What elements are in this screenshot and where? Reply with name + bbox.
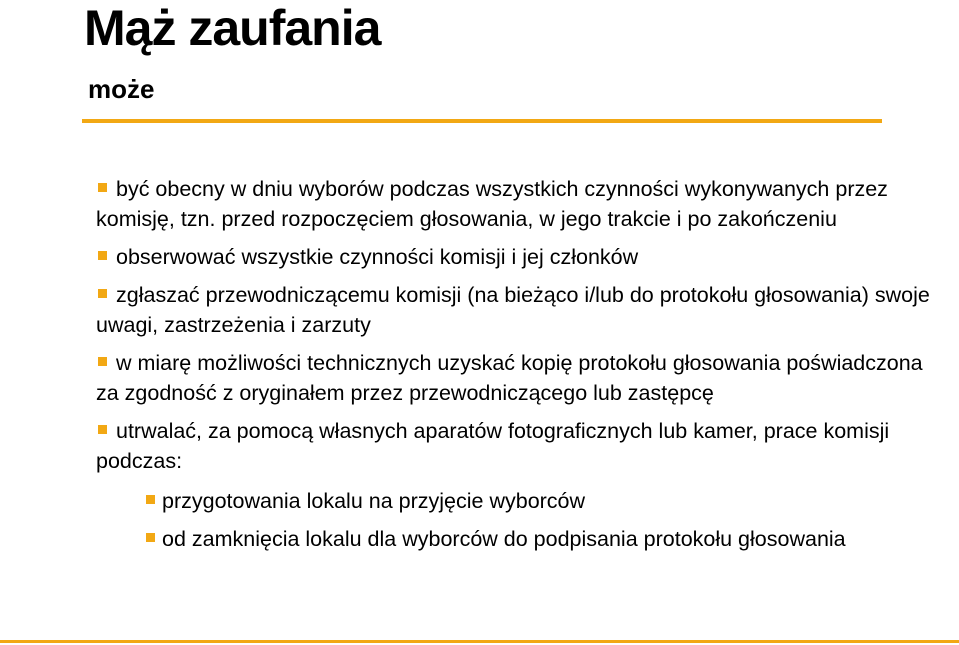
square-bullet-icon <box>98 251 107 260</box>
list-item <box>96 242 946 272</box>
square-bullet-icon <box>146 495 155 504</box>
list-item <box>96 280 946 340</box>
sub-list-item-text: od zamknięcia lokalu dla wyborców do podpisania protokołu głosowania <box>162 527 846 551</box>
square-bullet-icon <box>98 425 107 434</box>
list-item <box>96 174 946 234</box>
list-item-text: w miarę możliwości technicznych uzyskać kopię protokołu głosowania poświadczona za zgodność z oryginałem przez przewodniczącego lub zastępcę <box>96 351 923 405</box>
sub-list-item-text: przygotowania lokalu na przyjęcie wyborców <box>162 489 586 513</box>
footer-divider <box>0 640 959 643</box>
title-divider <box>82 119 882 123</box>
sub-list-item <box>96 486 946 516</box>
list-item-text: zgłaszać przewodniczącemu komisji (na bieżąco i/lub do protokołu głosowania) swoje uwagi, zastrzeżenia i zarzuty <box>96 283 930 337</box>
square-bullet-icon <box>98 183 107 192</box>
sub-list-item <box>96 524 946 554</box>
slide-subtitle: może <box>88 74 155 104</box>
sub-bullet-list <box>96 486 946 554</box>
bullet-list <box>96 174 946 562</box>
list-item <box>96 348 946 408</box>
square-bullet-icon <box>98 357 107 366</box>
square-bullet-icon <box>98 289 107 298</box>
list-item-text: obserwować wszystkie czynności komisji i jej członków <box>116 245 639 269</box>
list-item-text: być obecny w dniu wyborów podczas wszystkich czynności wykonywanych przez komisję, tzn. przed rozpoczęciem głosowania, w jego trakcie i po zakończeniu <box>96 177 888 231</box>
square-bullet-icon <box>146 533 155 542</box>
list-item-text: utrwalać, za pomocą własnych aparatów fotograficznych lub kamer, prace komisji podczas: <box>96 419 890 473</box>
slide-title: Mąż zaufania <box>84 0 381 56</box>
list-item <box>96 416 946 554</box>
